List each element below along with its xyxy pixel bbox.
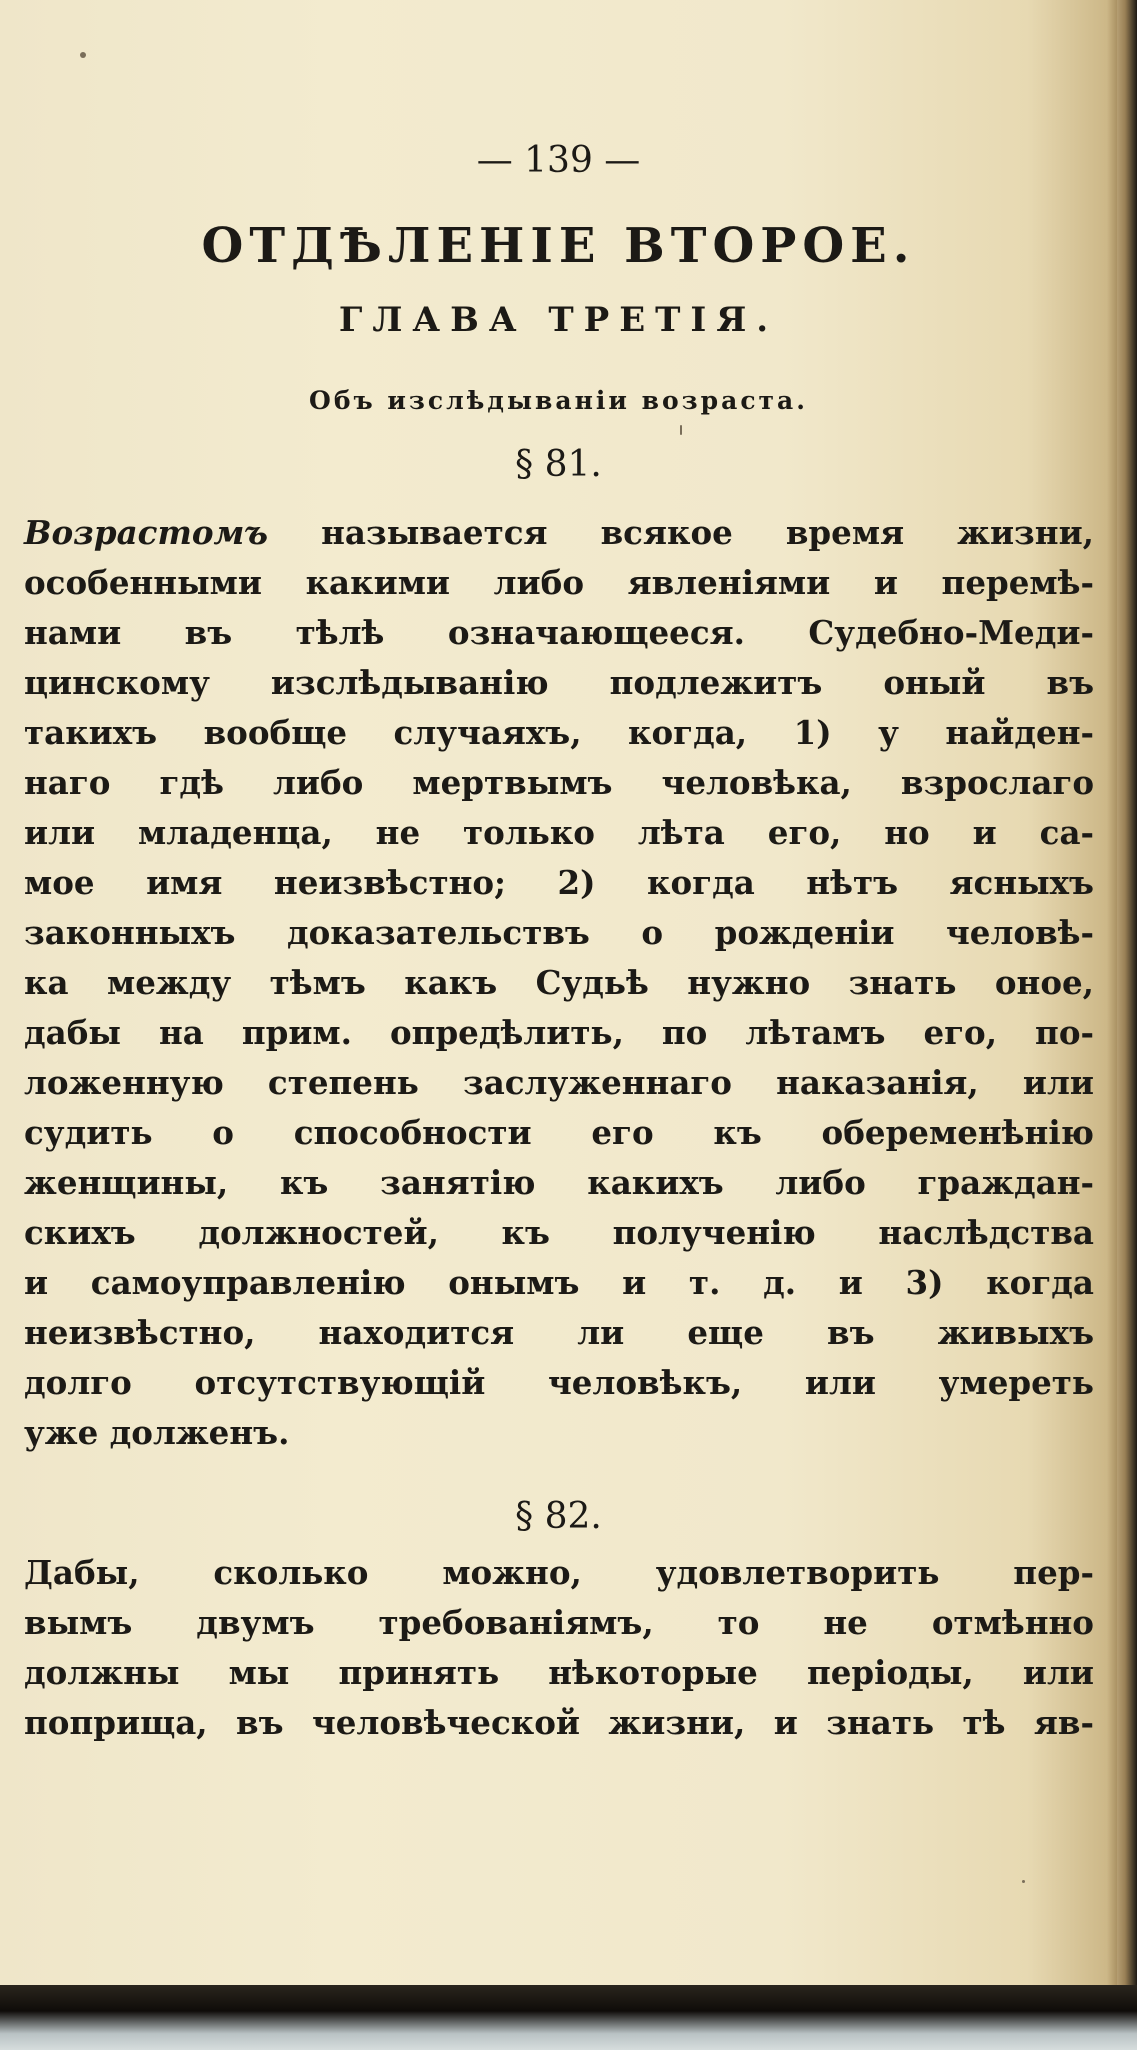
- text-line: ложенную степень заслуженнаго наказанія, или: [24, 1063, 1094, 1102]
- text-line: женщины, къ занятію какихъ либо граждан-: [24, 1163, 1094, 1202]
- section-mark-82: § 82.: [515, 1496, 602, 1537]
- text-line: такихъ вообще случаяхъ, когда, 1) у найден-: [24, 713, 1094, 752]
- part-title: ОТДѢЛЕНІЕ ВТОРОЕ.: [201, 218, 916, 274]
- text-line: особенными какими либо явленіями и перемѣ-: [24, 563, 1094, 602]
- text-line: [24, 508, 1094, 558]
- section-82-text: [24, 1548, 1094, 1748]
- text-line: и самоуправленію онымъ и т. д. и 3) когда: [24, 1263, 1094, 1302]
- text-line: долго отсутствующій человѣкъ, или умереть: [24, 1363, 1094, 1402]
- page-number: — 139 —: [476, 140, 641, 181]
- page-speck: [1022, 1880, 1025, 1883]
- page-speck: [80, 52, 86, 58]
- text-line: дабы на прим. опредѣлить, по лѣтамъ его, по-: [24, 1013, 1094, 1052]
- page-speck: [680, 425, 682, 435]
- text-line: наго гдѣ либо мертвымъ человѣка, взрослаго: [24, 763, 1094, 802]
- section-81-text: [24, 508, 1094, 1458]
- section-mark-81: § 81.: [515, 444, 602, 485]
- text-line: ка между тѣмъ какъ Судьѣ нужно знать оное,: [24, 963, 1094, 1002]
- text-line: скихъ должностей, къ полученію наслѣдства: [24, 1213, 1094, 1252]
- lead-word: Возрастомъ: [24, 513, 269, 552]
- text-line: должны мы принять нѣкоторые періоды, или: [24, 1653, 1094, 1692]
- text-line: или младенца, не только лѣта его, но и са-: [24, 813, 1094, 852]
- text-line: уже долженъ.: [24, 1413, 290, 1452]
- text-line: Дабы, сколько можно, удовлетворить пер-: [24, 1553, 1094, 1592]
- scan-bottom-edge: [0, 1985, 1137, 2050]
- text-line: законныхъ доказательствъ о рожденіи человѣ-: [24, 913, 1094, 952]
- text-line: судить о способности его къ обеременѣнію: [24, 1113, 1094, 1152]
- text-line: поприща, въ человѣческой жизни, и знать тѣ яв-: [24, 1703, 1094, 1742]
- subject-title: Объ изслѣдываніи возраста.: [309, 386, 808, 415]
- text-line-rest: называется всякое время жизни,: [268, 513, 1094, 552]
- text-line: вымъ двумъ требованіямъ, то не отмѣнно: [24, 1603, 1094, 1642]
- chapter-title: ГЛАВА ТРЕТІЯ.: [338, 300, 779, 340]
- text-line: цинскому изслѣдыванію подлежитъ оный въ: [24, 663, 1094, 702]
- text-line: мое имя неизвѣстно; 2) когда нѣтъ ясныхъ: [24, 863, 1094, 902]
- text-line: неизвѣстно, находится ли еще въ живыхъ: [24, 1313, 1094, 1352]
- text-line: нами въ тѣлѣ означающееся. Судебно-Меди-: [24, 613, 1094, 652]
